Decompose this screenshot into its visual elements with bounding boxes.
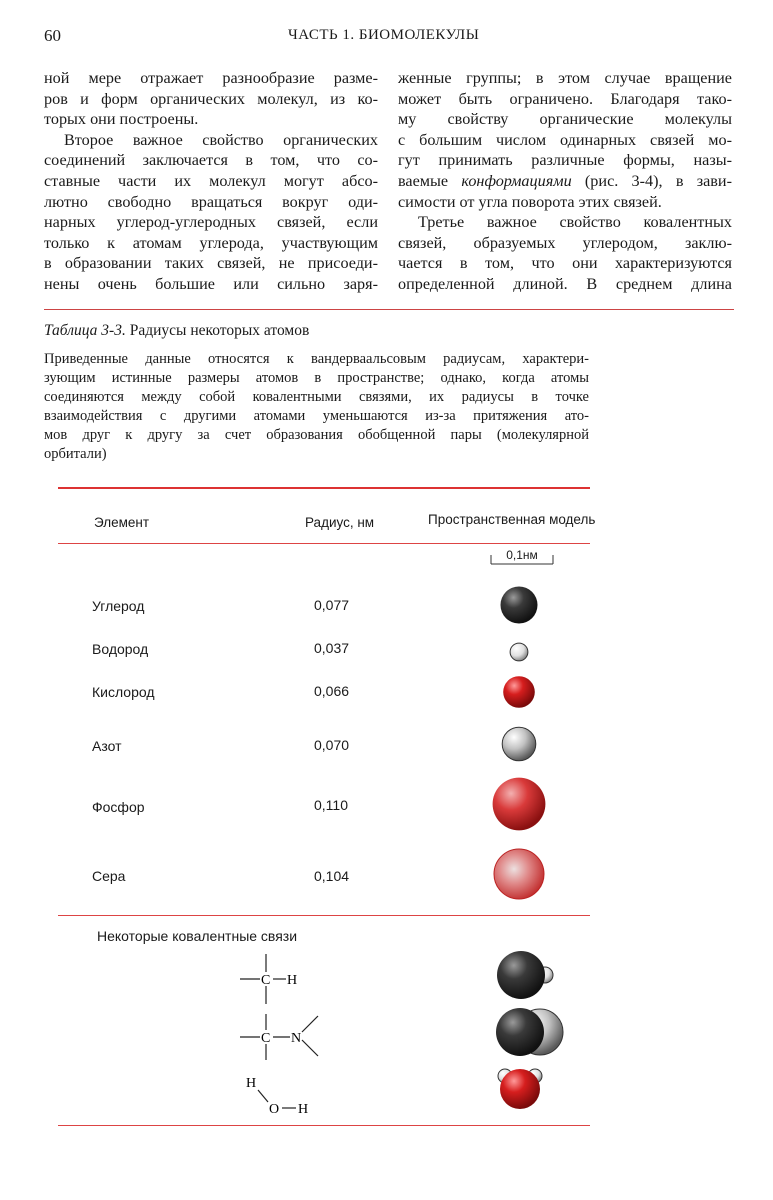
text-line: может быть ограничено. Благодаря тако- [398, 89, 732, 108]
hydrogen-symbol: H [287, 973, 298, 988]
caption-line: Приведенные данные относятся к вандерваальсовым радиусам, характери- [44, 351, 589, 367]
element-name: Водород [92, 641, 149, 657]
element-radius: 0,104 [314, 868, 350, 884]
table-caption-title [44, 322, 309, 340]
hydrogen-symbol: H [246, 1076, 257, 1091]
text-line: гут принимать различные формы, назы- [398, 151, 732, 170]
text-line: Третье важное свойство ковалентных [418, 213, 732, 232]
table-caption-body [44, 350, 589, 464]
section-divider [44, 309, 734, 310]
carbon-symbol: C [261, 973, 271, 988]
bond-structures [230, 950, 350, 1125]
page-number: 60 [44, 26, 61, 45]
table-header-rule [58, 543, 590, 544]
text-line: в образовании таких связей, не присоеди- [44, 254, 378, 273]
element-name: Фосфор [92, 799, 145, 815]
table-bottom-rule [58, 1125, 590, 1126]
text-line: ной мере отражает разнообразие разме- [44, 69, 378, 87]
text-line: нены очень большие или сильно заря- [44, 274, 378, 293]
element-name: Азот [92, 738, 122, 754]
text-line: ставные части их молекул могут абсо- [44, 171, 378, 190]
text-line: му свойству органические молекулы [398, 110, 732, 129]
caption-line: орбитали) [44, 446, 107, 462]
element-radius: 0,066 [314, 683, 350, 699]
oxygen-symbol: O [269, 1102, 280, 1117]
scale-label: 0,1нм [506, 548, 538, 562]
term-conformations: конформациями [461, 171, 572, 190]
element-radius: 0,077 [314, 597, 350, 613]
cn-bond-model [496, 1008, 563, 1056]
nitrogen-sphere [502, 727, 536, 761]
text-line: только к атомам углерода, участвующим [44, 233, 378, 252]
column-header-radius: Радиус, нм [305, 515, 375, 530]
element-name: Кислород [92, 684, 155, 700]
text-line: симости от угла поворота этих связей. [398, 192, 662, 211]
nitrogen-symbol: N [291, 1031, 302, 1046]
text-line: женные группы; в этом случае вращение [398, 69, 732, 87]
oh-bond-model [498, 1069, 542, 1109]
sulfur-sphere [494, 849, 544, 899]
left-text-column [44, 68, 378, 295]
hydrogen-symbol: H [298, 1102, 309, 1117]
element-radius: 0,037 [314, 640, 350, 656]
hydrogen-sphere [510, 643, 528, 661]
column-header-element: Элемент [94, 515, 150, 530]
text-fragment: ваемые [398, 171, 462, 190]
text-fragment: (рис. 3-4), в зави- [571, 171, 732, 190]
table-section-rule [58, 915, 590, 916]
text-line: чается в том, что они характеризуются [398, 254, 732, 273]
text-line: лютно свободно вращаться вокруг оди- [44, 192, 378, 211]
table-caption-text: Радиусы некоторых атомов [125, 322, 310, 339]
text-line: с большим числом одинарных связей мо- [398, 130, 732, 149]
text-line [398, 171, 732, 192]
bonds-section-title: Некоторые ковалентные связи [97, 928, 298, 944]
element-radius: 0,070 [314, 737, 350, 753]
carbon-symbol: C [261, 1031, 271, 1046]
caption-line: мов друг к другу за счет образования обобщенной пары (молекулярной [44, 427, 589, 443]
cn-bond-structure [240, 1014, 318, 1060]
element-name: Углерод [92, 598, 145, 614]
text-line: нарных углерод-углеродных связей, если [44, 213, 378, 232]
caption-line: взаимодействия с другими атомами уменьшаются из-за притяжения ато- [44, 408, 589, 424]
table-caption-label: Таблица 3-3. [44, 322, 126, 339]
element-radius: 0,110 [314, 797, 348, 813]
carbon-sphere [501, 587, 538, 624]
caption-line: соединяются между собой ковалентными связями, их радиусы в точке [44, 389, 589, 405]
element-name: Сера [92, 868, 126, 884]
caption-line: зующим истинные размеры атомов в пространстве; однако, когда атомы [44, 370, 589, 386]
running-title: ЧАСТЬ 1. БИОМОЛЕКУЛЫ [288, 27, 480, 43]
text-line: определенной длиной. В среднем длина [398, 274, 732, 293]
atom-models [470, 570, 590, 920]
oxygen-sphere [503, 676, 535, 708]
text-line: торых они построены. [44, 110, 199, 129]
text-line: связей, образуемых углеродом, заклю- [398, 233, 732, 252]
text-line: Второе важное свойство органических [64, 130, 378, 149]
phosphorus-sphere [493, 778, 546, 831]
table-top-rule [58, 487, 590, 489]
bond-models [470, 945, 590, 1115]
text-line: ров и форм органических молекул, из ко- [44, 89, 378, 108]
text-line: соединений заключается в том, что со- [44, 151, 378, 170]
column-header-model: Пространственная модель [428, 512, 596, 527]
ch-bond-model [497, 951, 553, 999]
scale-bar [490, 548, 554, 562]
right-text-column [398, 68, 732, 295]
